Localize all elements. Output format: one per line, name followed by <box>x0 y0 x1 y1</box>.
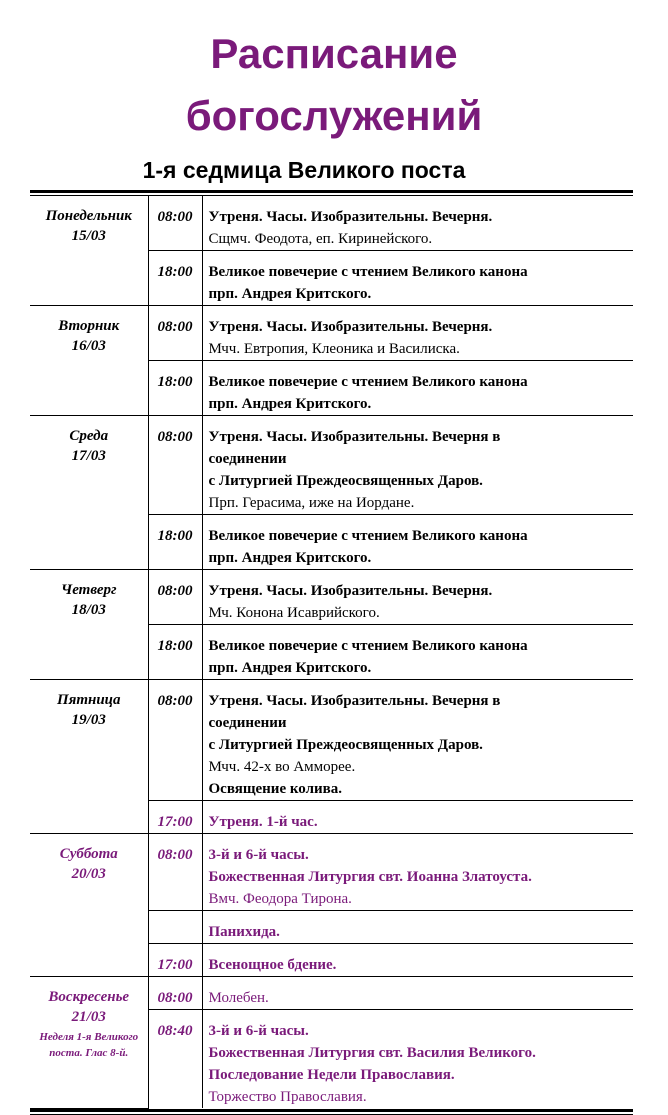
day-date: 17/03 <box>71 448 106 464</box>
schedule-row <box>30 196 633 251</box>
service-description <box>202 196 633 251</box>
service-description <box>202 416 633 515</box>
day-date: 16/03 <box>71 338 106 354</box>
service-line: Торжество Православия. <box>208 1089 367 1105</box>
service-time: 08:00 <box>148 306 202 361</box>
service-time <box>148 911 202 944</box>
day-name: Пятница <box>56 692 121 708</box>
day-cell <box>30 680 148 834</box>
service-line: Великое повечерие с чтением Великого канона <box>208 374 528 390</box>
service-description <box>202 911 633 944</box>
service-description <box>202 625 633 680</box>
schedule-row <box>30 680 633 801</box>
service-time: 18:00 <box>148 625 202 680</box>
bottom-divider <box>30 1109 633 1115</box>
day-cell <box>30 306 148 416</box>
service-line: Великое повечерие с чтением Великого канона <box>208 638 528 654</box>
service-line: Молебен. <box>208 990 269 1006</box>
day-cell <box>30 570 148 680</box>
schedule-row <box>30 977 633 1010</box>
day-date: 21/03 <box>71 1009 106 1025</box>
service-time: 08:00 <box>148 196 202 251</box>
service-time: 18:00 <box>148 251 202 306</box>
schedule-row <box>30 570 633 625</box>
service-description <box>202 801 633 834</box>
schedule <box>30 190 633 1115</box>
service-line: соединении <box>208 451 287 467</box>
service-time: 18:00 <box>148 515 202 570</box>
day-name: Понедельник <box>45 208 132 224</box>
service-description <box>202 306 633 361</box>
service-description <box>202 1010 633 1109</box>
service-line: Великое повечерие с чтением Великого канона <box>208 264 528 280</box>
service-description <box>202 944 633 977</box>
service-line: соединении <box>208 715 287 731</box>
day-date: 20/03 <box>71 866 106 882</box>
schedule-row <box>30 306 633 361</box>
service-line: Сщмч. Феодота, еп. Киринейского. <box>208 231 433 247</box>
day-name: Суббота <box>59 846 118 862</box>
day-name: Вторник <box>58 318 120 334</box>
service-line: прп. Андрея Критского. <box>208 396 372 412</box>
service-line: 3-й и 6-й часы. <box>208 847 309 863</box>
service-line: прп. Андрея Критского. <box>208 550 372 566</box>
service-time: 17:00 <box>148 801 202 834</box>
service-line: Прп. Герасима, иже на Иордане. <box>208 495 415 511</box>
service-line: Утреня. Часы. Изобразительны. Вечерня в <box>208 693 501 709</box>
service-time: 08:00 <box>148 416 202 515</box>
service-time: 08:00 <box>148 570 202 625</box>
service-line: Последование Недели Православия. <box>208 1067 455 1083</box>
service-line: Великое повечерие с чтением Великого канона <box>208 528 528 544</box>
service-line: прп. Андрея Критского. <box>208 660 372 676</box>
schedule-row <box>30 416 633 515</box>
service-line: с Литургией Преждеосвященных Даров. <box>208 473 483 489</box>
service-description <box>202 361 633 416</box>
service-time: 17:00 <box>148 944 202 977</box>
day-date: 18/03 <box>71 602 106 618</box>
service-time: 08:00 <box>148 680 202 801</box>
service-description <box>202 570 633 625</box>
service-line: прп. Андрея Критского. <box>208 286 372 302</box>
service-time: 08:00 <box>148 834 202 911</box>
service-line: Всенощное бдение. <box>208 957 337 973</box>
page-title-line1: Расписание <box>210 30 458 77</box>
service-description <box>202 515 633 570</box>
service-description <box>202 680 633 801</box>
schedule-row <box>30 834 633 911</box>
service-time: 18:00 <box>148 361 202 416</box>
service-line: Утреня. 1-й час. <box>208 814 318 830</box>
service-description <box>202 977 633 1010</box>
day-date: 19/03 <box>71 712 106 728</box>
page-subtitle: 1-я седмица Великого поста <box>142 157 466 183</box>
service-line: Утреня. Часы. Изобразительны. Вечерня. <box>208 583 493 599</box>
service-line: 3-й и 6-й часы. <box>208 1023 309 1039</box>
day-date: 15/03 <box>71 228 106 244</box>
service-time: 08:40 <box>148 1010 202 1109</box>
day-cell <box>30 196 148 306</box>
service-line: Божественная Литургия свт. Иоанна Златоуста. <box>208 869 532 885</box>
service-line: Освящение колива. <box>208 781 343 797</box>
service-line: Мчч. 42-х во Амморее. <box>208 759 356 775</box>
day-cell <box>30 834 148 977</box>
day-cell <box>30 416 148 570</box>
service-line: Божественная Литургия свт. Василия Великого. <box>208 1045 536 1061</box>
service-description <box>202 834 633 911</box>
service-line: Утреня. Часы. Изобразительны. Вечерня. <box>208 209 493 225</box>
service-line: Утреня. Часы. Изобразительны. Вечерня в <box>208 429 501 445</box>
day-note: Неделя 1-я Великого поста. Глас 8-й. <box>39 1031 139 1059</box>
service-line: с Литургией Преждеосвященных Даров. <box>208 737 483 753</box>
day-name: Воскресенье <box>48 989 130 1005</box>
service-line: Мч. Конона Исаврийского. <box>208 605 380 621</box>
service-line: Утреня. Часы. Изобразительны. Вечерня. <box>208 319 493 335</box>
service-line: Вмч. Феодора Тирона. <box>208 891 352 907</box>
service-description <box>202 251 633 306</box>
day-name: Среда <box>69 428 109 444</box>
service-line: Панихида. <box>208 924 280 940</box>
service-time: 08:00 <box>148 977 202 1010</box>
day-name: Четверг <box>60 582 117 598</box>
page-title-line2: богослужений <box>185 92 483 139</box>
service-line: Мчч. Евтропия, Клеоника и Василиска. <box>208 341 460 357</box>
day-cell <box>30 977 148 1109</box>
schedule-table <box>30 196 633 1109</box>
